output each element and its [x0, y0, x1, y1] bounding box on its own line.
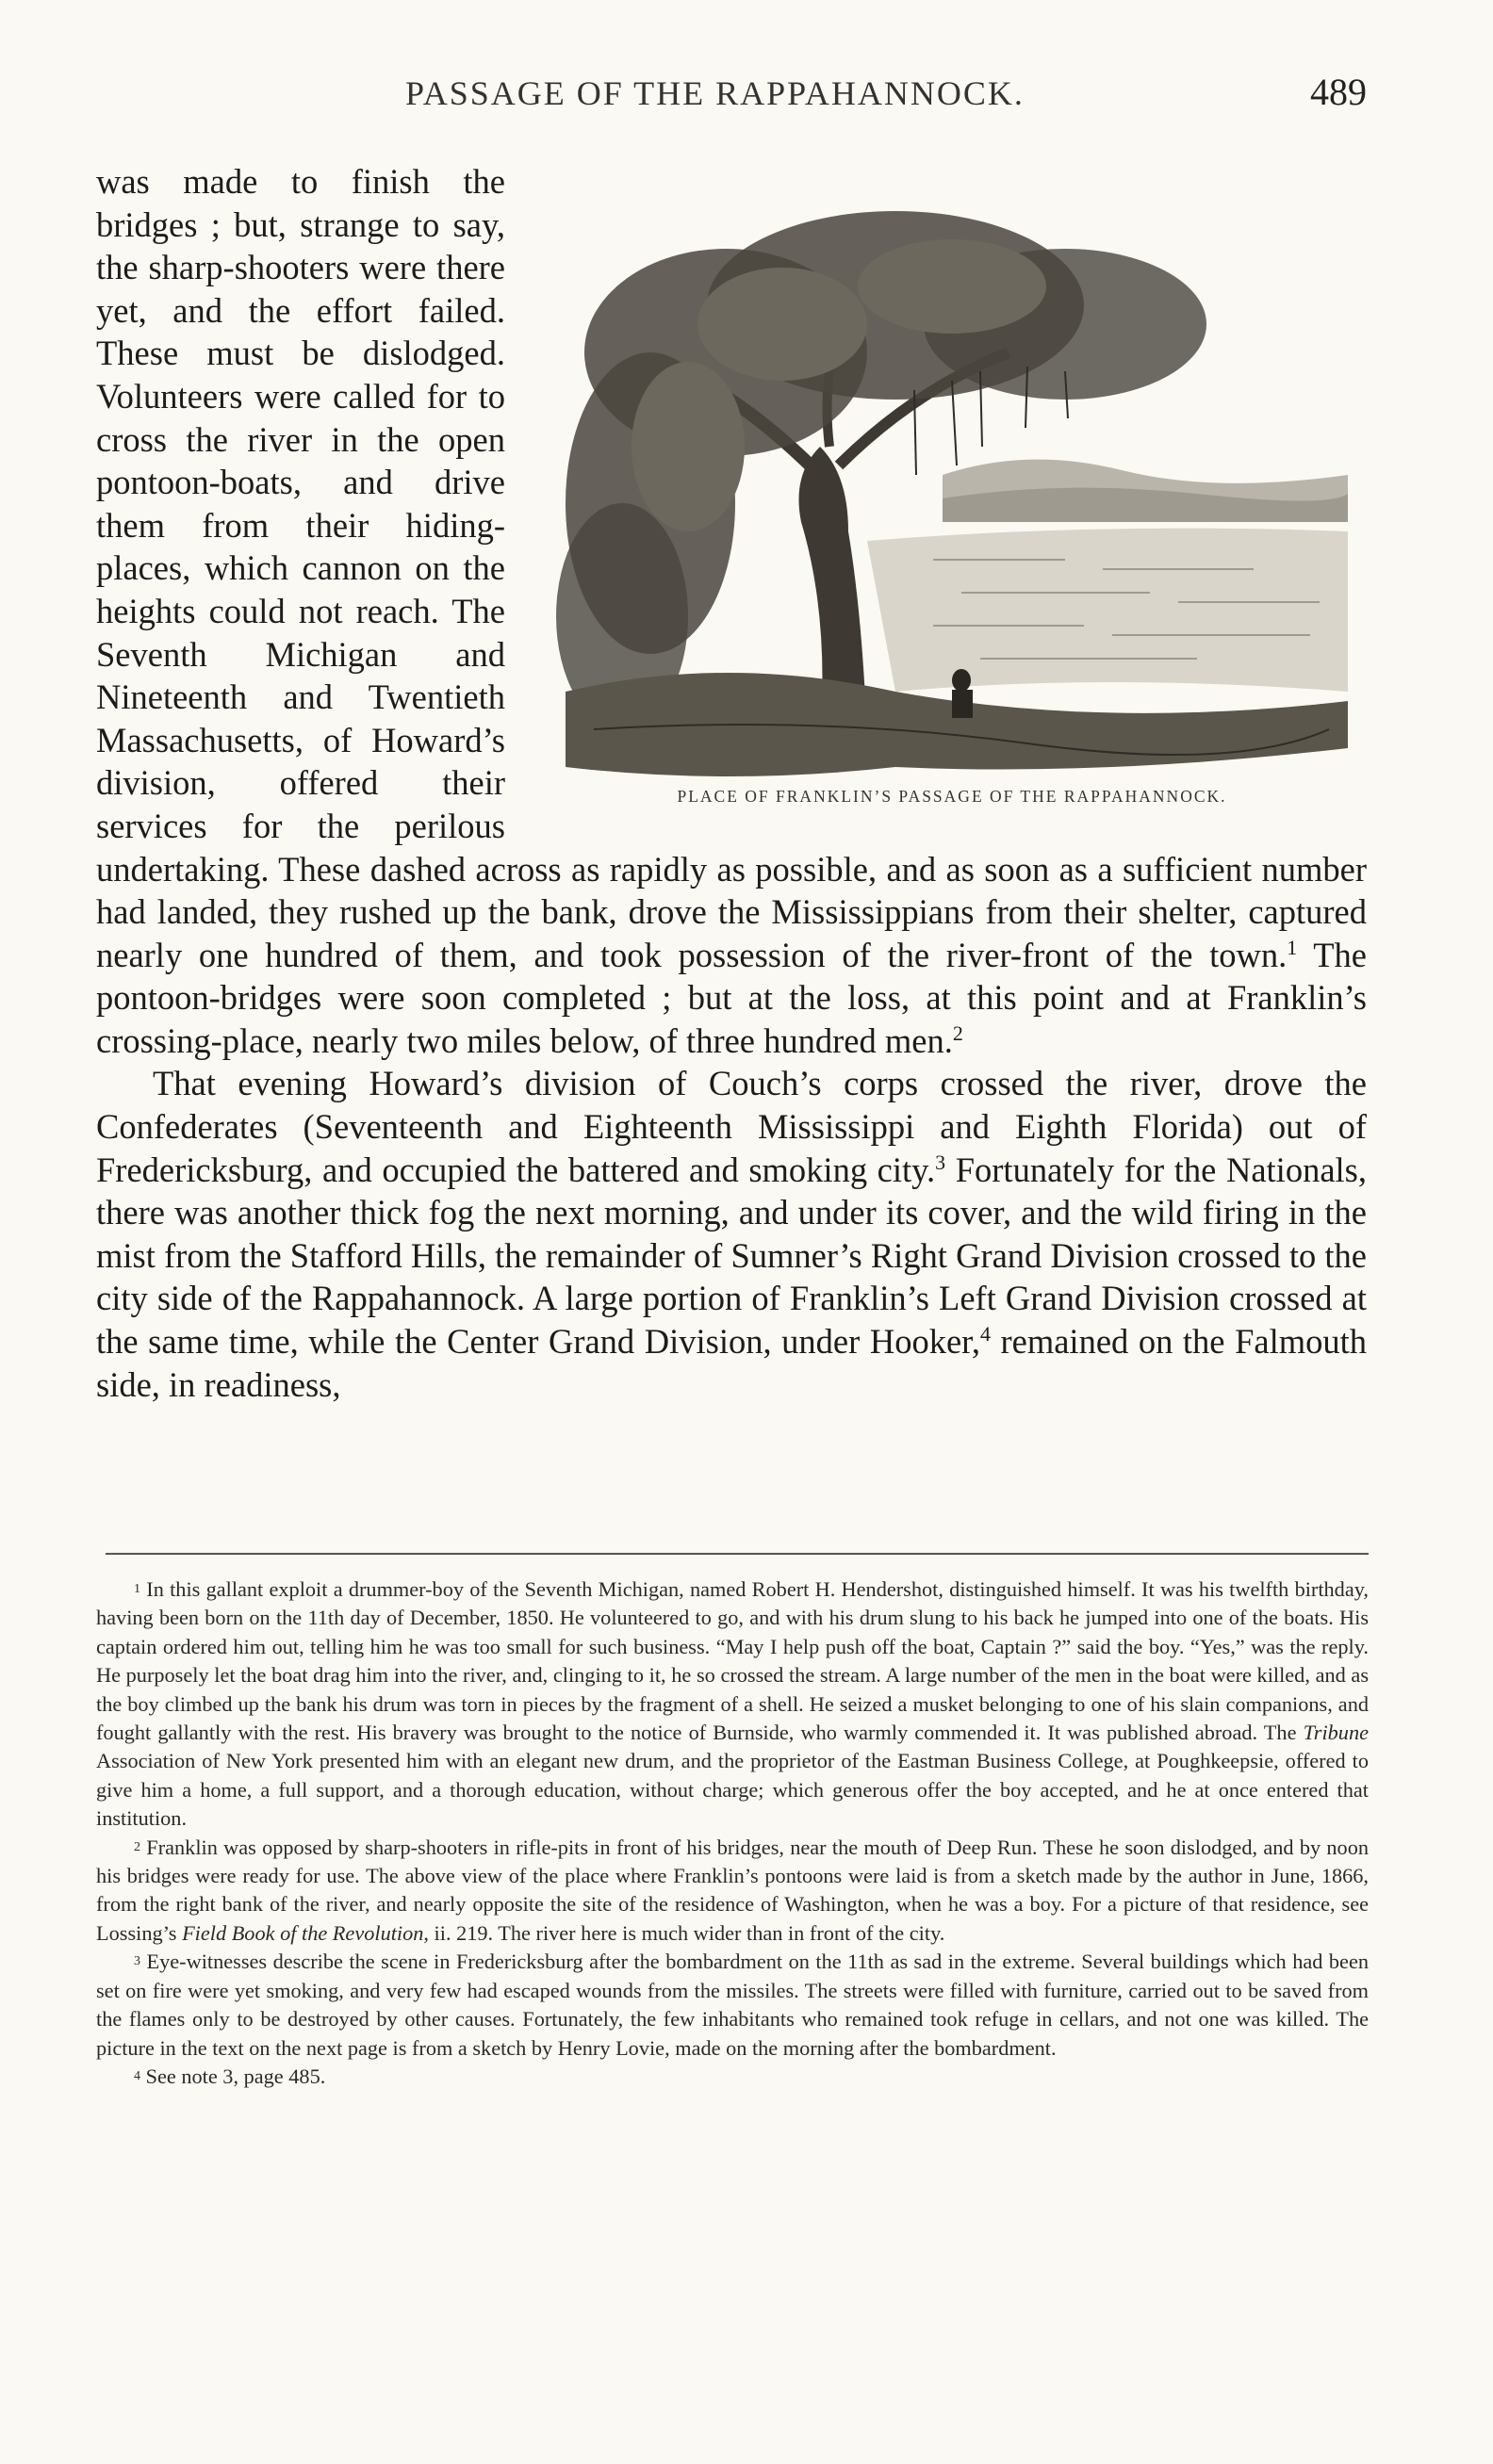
paragraph-2-text-b: Fortunately for the Nationals, there was another thick fog the next morning, and under its cover, and the wild firing in the mist from the Stafford Hills, the remainder of Sumner’s Right Grand Division crossed to the city side of the Rappahannock. A large portion of Franklin’s Left Grand Division crossed at the same time, while the Center Grand Division, under Hooker, — [96, 1150, 1367, 1362]
footnote-4-marker: 4 — [134, 2068, 140, 2083]
page-header — [94, 66, 1367, 122]
footnote-1-marker: 1 — [134, 1582, 140, 1596]
footnote-2-text-b: , ii. 219. The river here is much wider than in front of the city. — [423, 1920, 945, 1945]
paragraph-1-text-a: was made to finish the bridges ; but, strange to say, the sharp-shooters were there yet, and the effort failed. These must be dislodged. Volunteers were called for to cross the river in the open pontoon-boats, and drive them from their hiding-places, which cannon on the heights could not reach. The Seventh Michigan and Nineteenth and Twentieth Massachusetts, of Howard’s division, offered their services for the perilous undertaking. These dashed across as rapidly as possible, and as soon as a sufficient number had landed, they rushed up the bank, drove the Mississippians from their shelter, captured nearly one hundred of them, and took possession of the river-front of the town. — [96, 162, 1367, 974]
footnote-3-text: Eye-witnesses describe the scene in Fredericksburg after the bombardment on the 11th as sad in the extreme. Several buildings which had been set on fire were yet smoking, and very few had escaped wounds from the missiles. The streets were filled with furniture, carried out to be saved from the flames only to be destroyed by other causes. Fortunately, the few inhabitants who remained took refuge in cellars, and not one was killed. The picture in the text on the next page is from a sketch by Henry Lovie, made on the morning after the bombardment. — [96, 1950, 1369, 2060]
page-number: 489 — [1310, 71, 1367, 113]
footnote-1-text-a: In this gallant exploit a drummer-boy of the Seventh Michigan, named Robert H. Hendershot, distinguished himself. It was his twelfth birthday, having been born on the 11th day of December, 1850. He volunteered to go, and with his drum slung to his back he jumped into one of the boats. His captain ordered him out, telling him he was too small for such business. “May I help push off the boat, Captain ?” said the boy. “Yes,” was the reply. He purposely let the boat drag him into the river, and, clinging to it, he so crossed the stream. A large number of the men in the boat were killed, and as the boy climbed up the bank his drum was torn in pieces by the fragment of a shell. He seized a musket belonging to one of his slain companions, and fought gallantly with the rest. His bravery was brought to the notice of Burnside, who warmly commended it. It was published abroad. The — [96, 1577, 1369, 1745]
footnote-divider — [106, 1553, 1369, 1555]
paragraph-2 — [96, 1062, 1367, 1406]
footnote-4-text: See note 3, page 485. — [145, 2064, 326, 2088]
footnote-2-italic: Field Book of the Revolution — [182, 1920, 424, 1945]
footnote-ref-2[interactable]: 2 — [952, 1020, 963, 1045]
footnote-2 — [96, 1834, 1369, 1949]
paragraph-2-text-a: That evening Howard’s division of Couch’s corps crossed the river, drove the Confederates (Seventeenth and Eighteenth Mississippi and Eighth Florida) out of Fredericksburg, and occupied the battered and smoking city. — [96, 1064, 1367, 1189]
footnote-ref-1[interactable]: 1 — [1287, 935, 1298, 959]
river-landscape-engraving — [537, 164, 1367, 824]
footnote-1-text-b: Association of New York presented him with an elegant new drum, and the proprietor of the Eastman Business College, at Poughkeepsie, offered to give him a home, a full support, and a thorough education, without charge; which generous offer the boy accepted, and he at once entered that institution. — [96, 1749, 1369, 1831]
footnote-3 — [96, 1948, 1369, 2063]
paragraph-2-text-c: remained on the Falmouth side, in readiness, — [96, 1322, 1367, 1404]
footnote-1 — [96, 1575, 1369, 1834]
footnote-2-text-a: Franklin was opposed by sharp-shooters in rifle-pits in front of his bridges, near the mouth of Deep Run. These he soon dislodged, and by noon his bridges were ready for use. The above view of the place where Franklin’s pontoons were laid is from a sketch made by the author in June, 1866, from the right bank of the river, and nearly opposite the site of the residence of Washington, when he was a boy. For a picture of that residence, see Lossing’s — [96, 1835, 1370, 1945]
footnote-2-marker: 2 — [134, 1839, 140, 1854]
paragraph-1-text-b: The pontoon-bridges were soon completed ; but at the loss, at this point and at Franklin’s crossing-place, nearly two miles below, of three hundred men. — [96, 935, 1367, 1060]
footnote-ref-4[interactable]: 4 — [979, 1321, 991, 1346]
footnote-4 — [96, 2063, 1369, 2091]
running-head: PASSAGE OF THE RAPPAHANNOCK. — [405, 74, 1025, 112]
main-text — [96, 160, 1367, 1406]
figure-caption: PLACE OF FRANKLIN’S PASSAGE OF THE RAPPAHANNOCK. — [677, 787, 1227, 806]
footnote-ref-3[interactable]: 3 — [935, 1150, 946, 1174]
footnote-3-marker: 3 — [134, 1954, 140, 1969]
footnotes — [96, 1575, 1369, 2091]
engraving-figure — [537, 164, 1367, 824]
footnote-1-italic: Tribune — [1303, 1721, 1369, 1745]
